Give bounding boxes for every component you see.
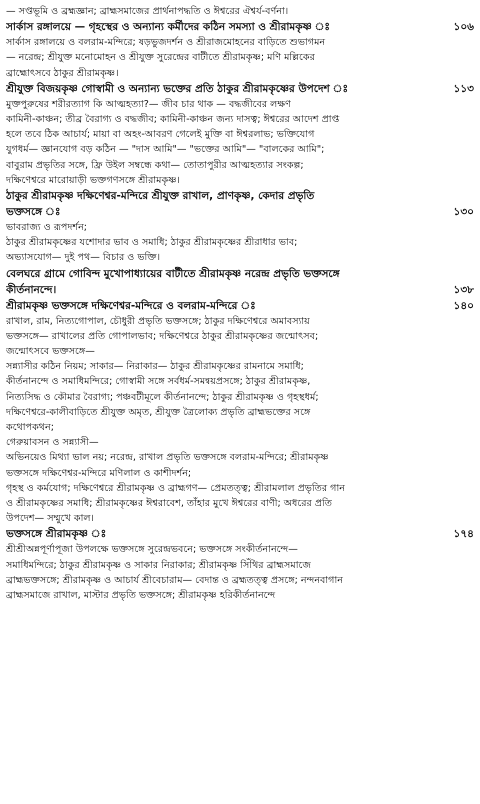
section-title: ভক্তসঙ্গে ঃ xyxy=(6,206,61,219)
page-number: ১০৬ xyxy=(453,21,474,34)
section-title: সার্কাস রঙ্গালয়ে — গৃহস্থের ও অন্যান্য কর্মীদের কঠিন সমস্যা ও শ্রীরামকৃষ্ণ ঃ xyxy=(6,21,331,34)
section-heading xyxy=(6,282,474,298)
section-title: ভক্তসঙ্গে শ্রীরামকৃষ্ণ ঃ xyxy=(6,528,107,541)
body-line: রাখাল, রাম, নিত্যগোপাল, চৌধুরী প্রভৃতি ভক্তসঙ্গে; ঠাকুর দক্ষিণেশ্বরে অমাবস্যায় xyxy=(6,315,310,327)
body-line: গৃহস্থ ও কর্মযোগ; দক্ষিণেশ্বরে শ্রীরামকৃষ্ণ ও ব্রাহ্মগণ— প্রেমতত্ত্ব; শ্রীরামলাল প্রভৃতির গান xyxy=(6,482,345,494)
body-line: কথোপকথন; xyxy=(6,422,54,434)
section-heading xyxy=(6,298,474,314)
body-line: সমাধিমন্দিরে; ঠাকুর শ্রীরামকৃষ্ণ ও সাকার নিরাকার; শ্রীরামকৃষ্ণ সিঁথির ব্রাহ্মসমাজে xyxy=(6,559,311,571)
contents-section xyxy=(6,298,474,527)
contents-list xyxy=(6,4,474,603)
section-title: শ্রীরামকৃষ্ণ ভক্তসঙ্গে দক্ষিণেশ্বর-মন্দিরে ও বলরাম-মন্দিরে ঃ xyxy=(6,299,256,312)
body-line: সন্ন্যাসীর কঠিন নিয়ম; সাকার— নিরাকার— ঠাকুর শ্রীরামকৃষ্ণের রামনামে সমাধি; xyxy=(6,361,304,373)
section-heading xyxy=(6,526,474,542)
section-heading xyxy=(6,81,474,97)
page-number: ১৪০ xyxy=(453,299,474,312)
section-body xyxy=(6,542,474,603)
body-line: দক্ষিণেশ্বরে মারোয়াড়ী ভক্তগণসঙ্গে শ্রীরামকৃষ্ণ। xyxy=(6,174,180,186)
body-line: নিত্যসিদ্ধ ও কৌমার বৈরাগ্য; পঞ্চবটীমূলে কীর্তনানন্দে; ঠাকুর শ্রীরামকৃষ্ণ ও গৃহস্থধর্ম; xyxy=(6,391,319,403)
body-line: বাবুরাম প্রভৃতির সঙ্গে, ফ্রি উইল সম্বন্ধে কথা— তোতাপুরীর আত্মহত্যার সংকল্প; xyxy=(6,159,304,171)
body-line: উপদেশ— সম্মুখে কাল। xyxy=(6,513,94,525)
body-line: কীর্তনানন্দে ও সমাধিমন্দিরে; গোস্বামী সঙ্গে সর্বধর্ম-সমন্বয়প্রসঙ্গে; ঠাকুর শ্রীরামকৃষ্ণ, xyxy=(6,376,311,388)
body-line: অভ্যাসযোগ— দুই পথ— বিচার ও ভক্তি। xyxy=(6,252,161,264)
page-number: ১৩৮ xyxy=(453,283,474,296)
page-number: ১৭৪ xyxy=(453,528,474,541)
body-line: ভক্তসঙ্গে— রাখালের প্রতি গোপালভাব; দক্ষিণেশ্বরে ঠাকুর শ্রীরামকৃষ্ণের জন্মোৎসব; xyxy=(6,330,319,342)
body-line: — সপ্তভূমি ও ব্রহ্মজ্ঞান; ব্রাহ্মসমাজের প্রার্থনাপদ্ধতি ও ঈশ্বরের ঐশ্বর্য-বর্ণনা। xyxy=(6,6,289,17)
section-body xyxy=(6,97,474,188)
section-title: ঠাকুর শ্রীরামকৃষ্ণ দক্ষিণেশ্বর-মন্দিরে শ্রীযুক্ত রাখাল, প্রাণকৃষ্ণ, কেদার প্রভৃতি xyxy=(6,190,315,203)
contents-section xyxy=(6,188,474,204)
body-line: হলে তবে ঠিক আচার্য; মায়া বা অহং-আবরণ গেলেই মুক্তি বা ঈশ্বরলাভ; ভক্তিযোগ xyxy=(6,129,315,141)
contents-page xyxy=(6,4,474,796)
section-body xyxy=(6,4,474,19)
body-line: জন্মোৎসবে ভক্তসঙ্গে— xyxy=(6,346,95,358)
section-title: শ্রীযুক্ত বিজয়কৃষ্ণ গোস্বামী ও অন্যান্য ভক্তের প্রতি ঠাকুর শ্রীরামকৃষ্ণের উপদেশ ঃ xyxy=(6,82,349,95)
contents-section xyxy=(6,81,474,188)
section-heading xyxy=(6,188,474,204)
section-body xyxy=(6,35,474,81)
body-line: যুগধর্ম— জ্ঞানযোগ বড় কঠিন — "দাস আমি"— "ভক্তের আমি"— "বালকের আমি"; xyxy=(6,144,325,156)
section-body xyxy=(6,314,474,527)
contents-section xyxy=(6,204,474,266)
body-line: ভক্তসঙ্গে দক্ষিণেশ্বর-মন্দিরে মণিলাল ও কাশীদর্শন; xyxy=(6,467,192,479)
body-line: দক্ষিণেশ্বরে-কালীবাড়িতে শ্রীযুক্ত অমৃত, শ্রীযুক্ত ত্রৈলোক্য প্রভৃতি ব্রাহ্মভক্তের সঙ্গে xyxy=(6,406,311,418)
contents-section xyxy=(6,282,474,298)
page-number: ১১৩ xyxy=(453,82,474,95)
contents-section xyxy=(6,526,474,603)
section-heading xyxy=(6,266,474,282)
body-line: ও শ্রীরামকৃষ্ণের সমাধি; শ্রীরামকৃষ্ণের ঈশ্বরাবেশ, তাঁহার মুখে ঈশ্বরের বাণী; অধরের প্রতি xyxy=(6,498,332,510)
page-number: ১৩০ xyxy=(453,206,474,219)
body-line: — নরেন্দ্র; শ্রীযুক্ত মনোমোহন ও শ্রীযুক্ত সুরেন্দ্রের বাটীতে শ্রীরামকৃষ্ণ; মণি মল্লিকের xyxy=(6,52,315,64)
body-line: কামিনী-কাঞ্চন; তীব্র বৈরাগ্য ও বদ্ধজীব; কামিনী-কাঞ্চন জন্য দাসত্ব; ঈশ্বরের আদেশ প্রাপ্ত xyxy=(6,114,340,126)
body-line: ব্রাহ্মসমাজে রাখাল, মাস্টার প্রভৃতি ভক্তসঙ্গে; শ্রীরামকৃষ্ণ হরিকীর্তনানন্দে xyxy=(6,590,276,602)
body-line: সার্কাস রঙ্গালয়ে ও বলরাম-মন্দিরে; ষড়ভুজদর্শন ও শ্রীরাজমোহনের বাড়িতে শুভাগমন xyxy=(6,37,326,49)
section-title: কীর্তনানন্দে। xyxy=(6,283,57,296)
contents-section xyxy=(6,266,474,282)
section-body xyxy=(6,220,474,266)
body-line: শ্রীশ্রীঅন্নপূর্ণাপূজা উপলক্ষে ভক্তসঙ্গে সুরেন্দ্রভবনে; ভক্তসঙ্গে সংকীর্তনানন্দে— xyxy=(6,544,298,556)
section-title: বেলঘরে গ্রামে গোবিন্দ মুখোপাধ্যায়ের বাটীতে শ্রীরামকৃষ্ণ নরেন্দ্র প্রভৃতি ভক্তসঙ্গে xyxy=(6,267,340,280)
body-line: ব্রাহ্মভক্তসঙ্গে; শ্রীরামকৃষ্ণ ও আচার্য শ্রীবেচারাম— বেদান্ত ও ব্রহ্মতত্ত্ব প্রসঙ্গে; নন্দনবাগান xyxy=(6,574,343,586)
body-line: ব্রাহ্মোৎসবে ঠাকুর শ্রীরামকৃষ্ণ। xyxy=(6,67,119,79)
contents-section xyxy=(6,19,474,81)
section-heading xyxy=(6,19,474,35)
body-line: গেরুয়াবসন ও সন্ন্যাসী— xyxy=(6,437,99,449)
body-line: অভিনয়েও মিথ্যা ভাল নয়; নরেন্দ্র, রাখাল প্রভৃতি ভক্তসঙ্গে বলরাম-মন্দিরে; শ্রীরামকৃষ্ণ xyxy=(6,452,329,464)
body-line: ঠাকুর শ্রীরামকৃষ্ণের যশোদার ভাব ও সমাধি; ঠাকুর শ্রীরামকৃষ্ণের শ্রীরাধার ভাব; xyxy=(6,237,298,249)
body-line: ভাবরাজ্য ও রূপদর্শন; xyxy=(6,222,88,234)
section-heading xyxy=(6,204,474,220)
body-line: মুক্তপুরুষের শরীরত্যাগ কি আত্মহত্যা?— জীব চার থাক — বদ্ধজীবের লক্ষণ xyxy=(6,98,291,110)
contents-section xyxy=(6,4,474,19)
